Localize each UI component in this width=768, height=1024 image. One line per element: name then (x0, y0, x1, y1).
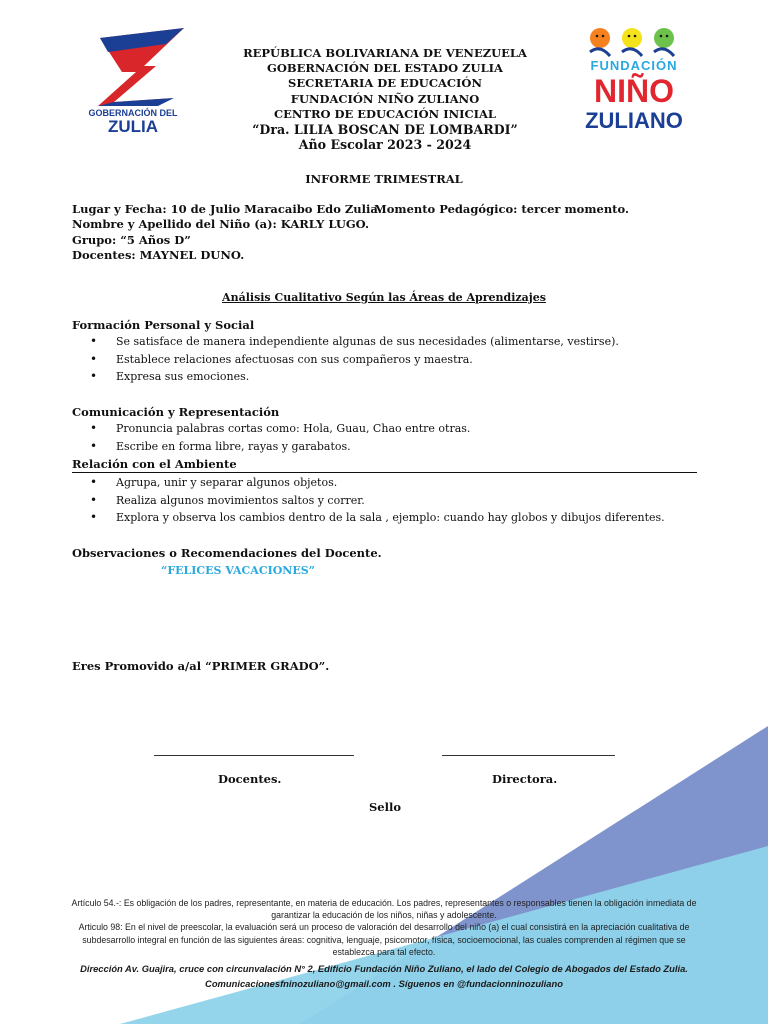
student-info (72, 202, 382, 263)
section-divider (72, 472, 697, 473)
list-item: • Pronuncia palabras cortas como: Hola, Guau, Chao entre otras. (72, 420, 470, 438)
section-title: Comunicación y Representación (72, 405, 280, 419)
teacher-signature-line (154, 755, 354, 756)
observations-title: Observaciones o Recomendaciones del Docente. (72, 546, 382, 560)
director-signature-line (442, 755, 615, 756)
article-98: Articulo 98: En el nivel de preescolar, la evaluación será un proceso de valoración del desarrollo del niño (a) el cual consistirá en la apreciación cualitativa de subdesarrollo integral en función de las siguientes áreas: cognitiva, lenguaje, psicomotor, física, socioemocional, las cuales comprenden al régimen que se establezca para tal efecto. (78, 922, 690, 957)
list-item: • Realiza algunos movimientos saltos y correr. (72, 492, 665, 510)
address-footer (30, 961, 738, 991)
header-line: FUNDACIÓN NIÑO ZULIANO (290, 91, 480, 106)
list-item: • Escribe en forma libre, rayas y garabatos. (72, 438, 470, 456)
list-item: • Explora y observa los cambios dentro de la sala , ejemplo: cuando hay globos y dibujos diferentes. (72, 509, 665, 527)
school-name: “Dra. LILIA BOSCAN DE LOMBARDI” (252, 122, 518, 138)
teachers-signature-label: Docentes. (218, 772, 282, 786)
teachers: Docentes: MAYNEL DUNO. (72, 247, 245, 262)
section-list (72, 420, 470, 455)
promotion-statement: Eres Promovido a/al “PRIMER GRADO”. (72, 659, 330, 673)
report-title: INFORME TRIMESTRAL (305, 172, 463, 186)
gobernacion-zulia-logo (78, 26, 188, 136)
list-item: • Establece relaciones afectuosas con sus compañeros y maestra. (72, 351, 619, 369)
institution-header (190, 46, 580, 152)
analysis-title: Análisis Cualitativo Según las Áreas de Aprendizajes (222, 291, 546, 304)
list-item: • Agrupa, unir y separar algunos objetos. (72, 474, 665, 492)
list-item: • Expresa sus emociones. (72, 368, 619, 386)
logo-left-line2: ZULIA (107, 117, 159, 136)
header-line: GOBERNACIÓN DEL ESTADO ZULIA (267, 61, 503, 76)
article-54: Artículo 54.-: Es obligación de los padres, representante, en materia de educación. Los padres, representantes o responsables tienen la obligación inmediata de garantizar la educación de los niños, niñas y adolescente. (71, 898, 697, 921)
header-line: SECRETARIA DE EDUCACIÓN (288, 76, 482, 91)
logo-left-line1: GOBERNACIÓN DEL (88, 108, 178, 118)
header-line: REPÚBLICA BOLIVARIANA DE VENEZUELA (243, 46, 527, 60)
logo-right-line1: FUNDACIÓN (590, 58, 678, 73)
section-title: Formación Personal y Social (72, 318, 255, 332)
section-list (72, 474, 665, 527)
section-title: Relación con el Ambiente (72, 457, 237, 471)
header-line: CENTRO DE EDUCACIÓN INICIAL (273, 106, 497, 121)
fundacion-nino-zuliano-logo (578, 24, 690, 140)
director-signature-label: Directora. (492, 772, 558, 786)
logo-right-line2: NIÑO (594, 73, 674, 109)
legal-footer (70, 897, 698, 958)
child-name: Nombre y Apellido del Niño (a): KARLY LUGO. (72, 217, 370, 232)
seal-label: Sello (369, 800, 402, 814)
pedagogical-moment: Momento Pedagógico: tercer momento. (374, 202, 629, 216)
place-date: Lugar y Fecha: 10 de Julio Maracaibo Edo Zulia. (72, 202, 382, 216)
logo-right-line3: ZULIANO (585, 108, 683, 133)
school-year: Año Escolar 2023 - 2024 (298, 137, 472, 153)
observations-text: “FELICES VACACIONES” (161, 564, 316, 577)
section-list (72, 333, 619, 386)
contact: Comunicacionesfninozuliano@gmail.com . Síguenos en @fundacionninozuliano (205, 978, 563, 989)
group: Grupo: “5 Años D” (72, 232, 191, 247)
address: Dirección Av. Guajira, cruce con circunvalación N° 2, Edificio Fundación Niño Zuliano, el lado del Colegio de Abogados del Estado Zulia. (80, 963, 688, 974)
list-item: • Se satisface de manera independiente algunas de sus necesidades (alimentarse, vestirse). (72, 333, 619, 351)
